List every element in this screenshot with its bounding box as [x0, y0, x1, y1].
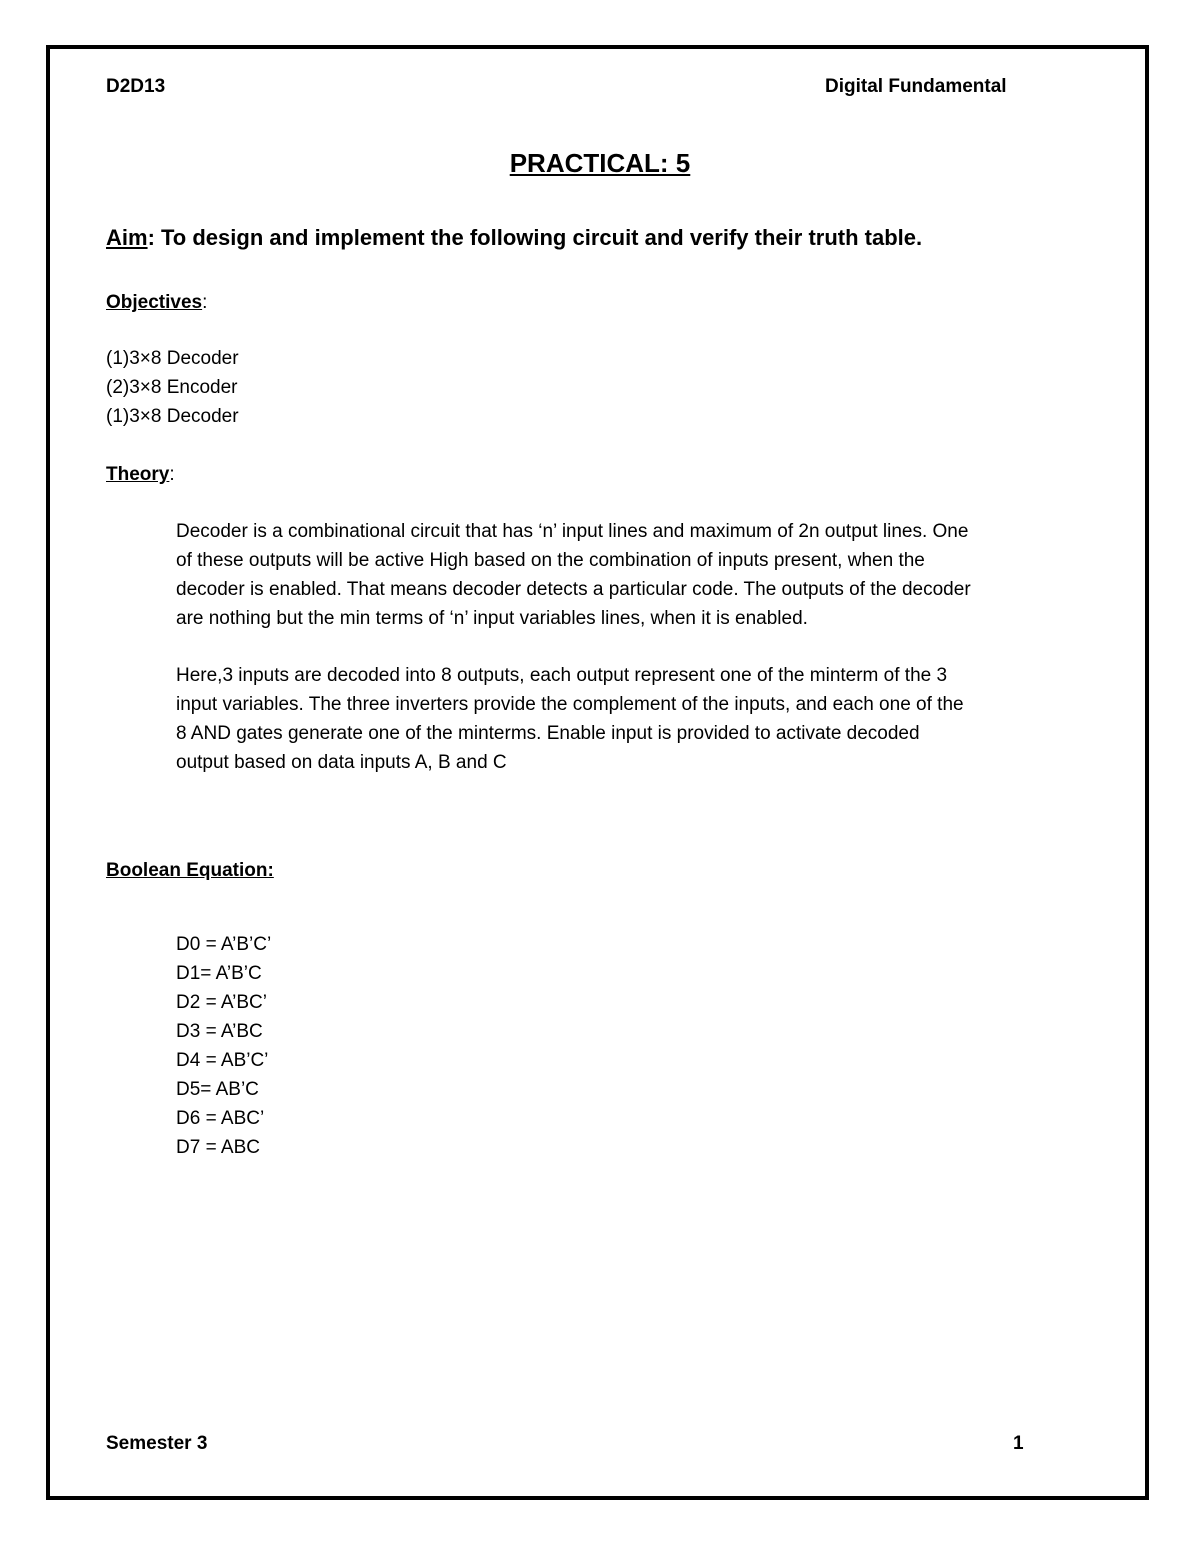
theory-line: 8 AND gates generate one of the minterms. Enable input is provided to activate decoded: [176, 723, 920, 744]
objective-item: (1)3×8 Decoder: [106, 348, 239, 369]
theory-line: output based on data inputs A, B and C: [176, 752, 507, 773]
theory-line: Decoder is a combinational circuit that has ‘n’ input lines and maximum of 2n output lines. One: [176, 521, 969, 542]
theory-line: of these outputs will be active High based on the combination of inputs present, when the: [176, 550, 925, 571]
footer-page-number: 1: [1013, 1433, 1024, 1454]
theory-line: decoder is enabled. That means decoder detects a particular code. The outputs of the decoder: [176, 579, 971, 600]
boolean-label: Boolean Equation:: [106, 860, 274, 881]
objectives-heading: [106, 292, 207, 314]
objective-item: (1)3×8 Decoder: [106, 406, 239, 427]
equation-d0: D0 = A’B’C’: [176, 934, 272, 955]
equation-d4: D4 = AB’C’: [176, 1050, 269, 1071]
header-course-code: D2D13: [106, 76, 166, 97]
equation-d6: D6 = ABC’: [176, 1108, 265, 1129]
header-subject: Digital Fundamental: [825, 76, 1007, 97]
objective-item: (2)3×8 Encoder: [106, 377, 238, 398]
theory-line: input variables. The three inverters provide the complement of the inputs, and each one of the: [176, 694, 964, 715]
boolean-equations: [176, 930, 271, 1162]
equation-d1: D1= A’B’C: [176, 963, 262, 984]
equation-d2: D2 = A’BC’: [176, 992, 267, 1013]
theory-paragraph-2: [176, 661, 1106, 777]
objectives-colon: :: [202, 292, 208, 313]
equation-d3: D3 = A’BC: [176, 1021, 263, 1042]
theory-line: Here,3 inputs are decoded into 8 outputs, each output represent one of the minterm of the 3: [176, 665, 948, 686]
aim-text: : To design and implement the following circuit and verify their truth table.: [147, 225, 923, 250]
theory-line: are nothing but the min terms of ‘n’ input variables lines, when it is enabled.: [176, 608, 808, 629]
objectives-label: Objectives: [106, 292, 203, 313]
theory-label: Theory: [106, 464, 170, 485]
equation-d7: D7 = ABC: [176, 1137, 260, 1158]
objectives-list: [106, 344, 239, 431]
boolean-heading: [106, 860, 274, 882]
theory-colon: :: [169, 464, 175, 485]
footer-semester: Semester 3: [106, 1433, 208, 1454]
aim-line: [106, 225, 922, 251]
equation-d5: D5= AB’C: [176, 1079, 259, 1100]
page-title: PRACTICAL: 5: [509, 148, 691, 178]
theory-heading: [106, 464, 175, 486]
theory-paragraph-1: [176, 517, 1106, 633]
aim-label: Aim: [106, 225, 148, 250]
